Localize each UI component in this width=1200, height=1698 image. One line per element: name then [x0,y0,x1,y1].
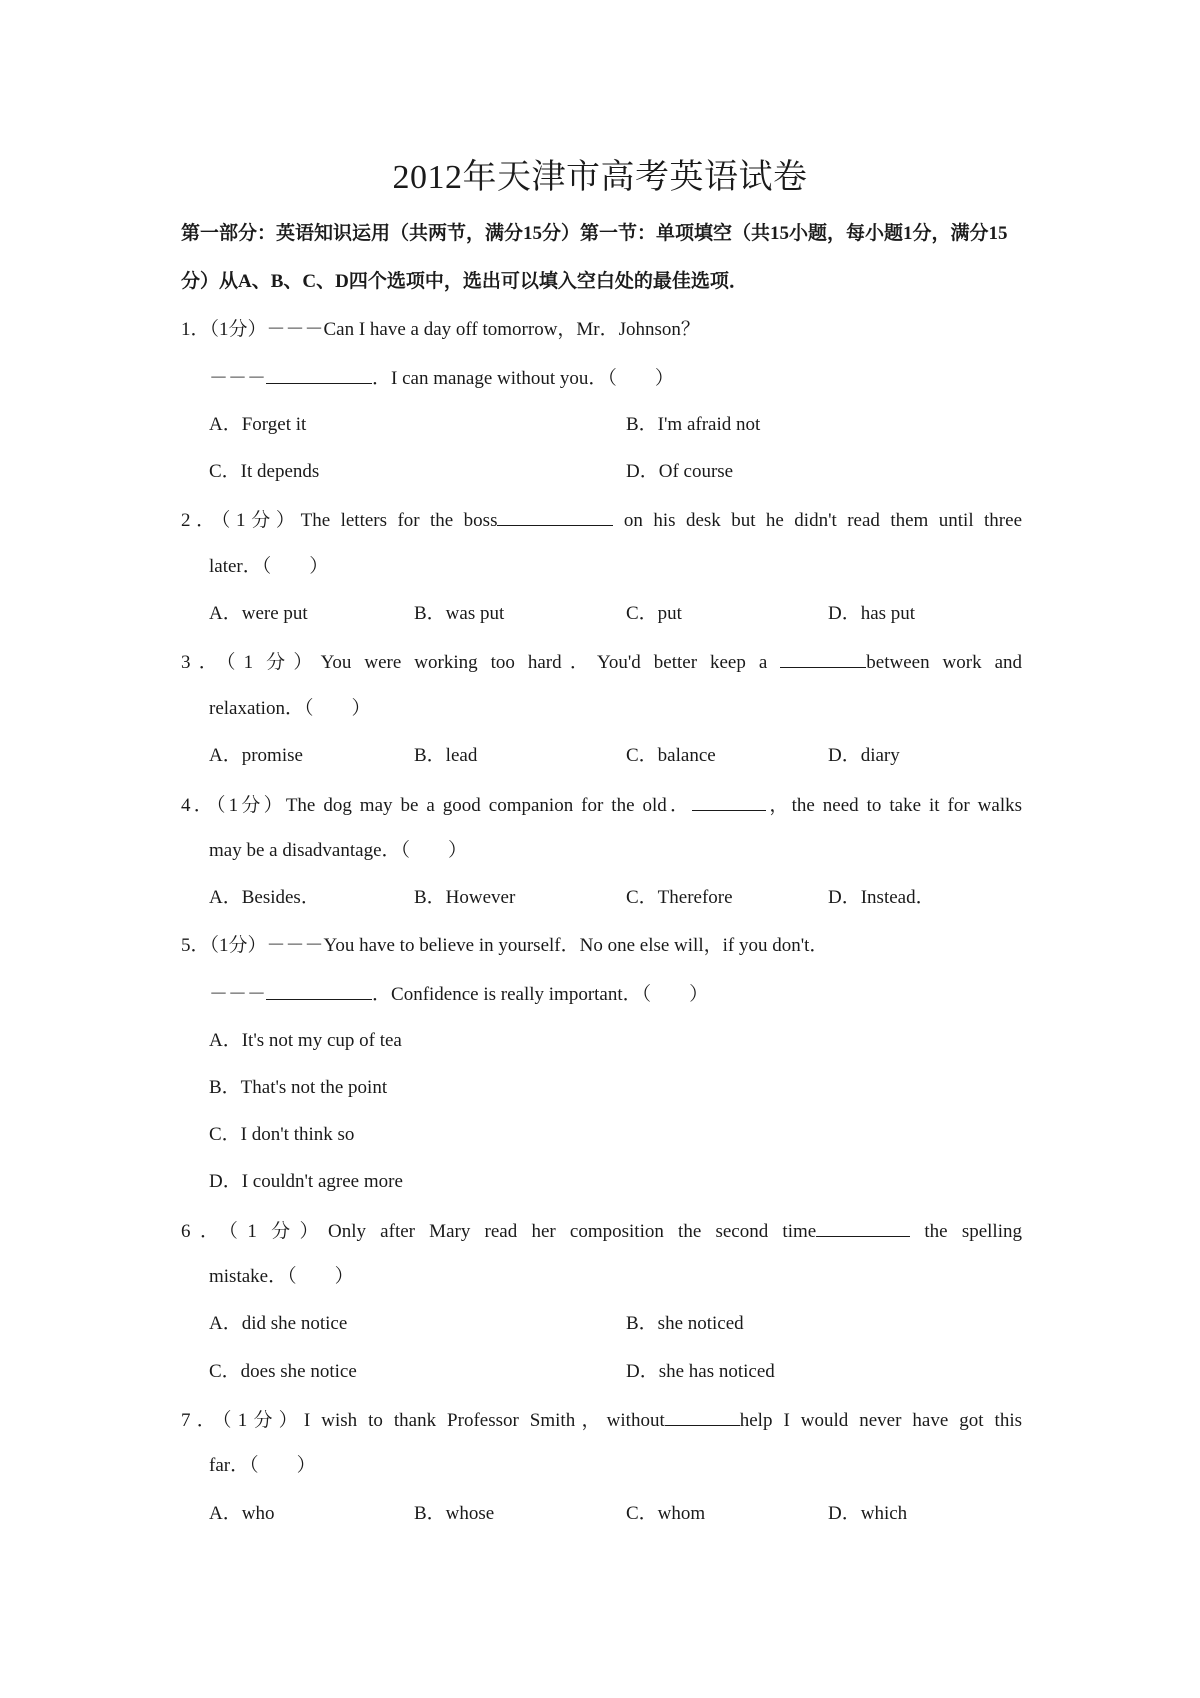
question-4-stem-head: 4．（1分）The dog may be a good companion for the old． [181,795,693,816]
option-c: C．put [626,603,682,624]
option-a: A．who [209,1503,275,1524]
question-2-stem [181,507,1022,533]
question-2-stem-tail: on his desk but he didn't read them until three [613,510,1022,531]
option-a: A．were put [209,603,308,624]
option-c: C．Therefore [626,887,733,908]
option-b: B．However [414,887,516,908]
answer-blank [266,981,372,1000]
option-c: C．I don't think so [209,1124,355,1145]
option-a: A．Forget it [209,414,307,435]
answer-blank [780,649,866,668]
answer-blank [692,792,766,811]
question-5-stem: 5．（1分）－－－You have to believe in yourself．No one else will，if you don't． [181,935,829,956]
option-a: A．Besides． [209,887,320,908]
question-4-stem-tail: ，the need to take it for walks [766,795,1022,816]
question-6-stem [181,1218,1022,1244]
question-3-stem-head: 3．（1 分）You were working too hard．You'd better keep a [181,652,781,673]
option-d: D．which [828,1503,908,1524]
question-1-stem: 1．（1分）－－－Can I have a day off tomorrow，Mr．Johnson？ [181,319,700,340]
option-d: D．has put [828,603,916,624]
answer-blank [816,1218,910,1237]
answer-blank [665,1407,740,1426]
option-b: B．That's not the point [209,1077,388,1098]
question-1-response [209,365,674,391]
option-d: D．diary [828,745,900,766]
dialog-dash: －－－ [209,368,267,389]
option-d: D．I couldn't agree more [209,1171,403,1192]
option-a: A．promise [209,745,303,766]
question-7-stem [181,1407,1022,1433]
section-intro: 第一部分：英语知识运用（共两节，满分15分）第一节：单项填空（共15小题，每小题1分，满分15分）从A、B、C、D四个选项中，选出可以填入空白处的最佳选项． [181,223,1008,292]
option-b: B．she noticed [626,1313,744,1334]
question-4-stem-continued: may be a disadvantage．（ ） [209,840,468,861]
question-2-stem-head: 2．（1分）The letters for the boss [181,510,498,531]
dialog-dash: －－－ [209,984,267,1005]
question-5-response [209,981,708,1007]
question-6-stem-tail: the spelling [910,1221,1022,1242]
option-b: B．lead [414,745,478,766]
option-d: D．she has noticed [626,1361,775,1382]
option-b: B．I'm afraid not [626,414,761,435]
answer-blank [266,365,372,384]
option-c: C．whom [626,1503,706,1524]
option-c: C．does she notice [209,1361,357,1382]
question-3-stem [181,649,1022,675]
option-d: D．Instead． [828,887,935,908]
answer-blank [497,507,613,526]
option-a: A．It's not my cup of tea [209,1030,402,1051]
option-b: B．whose [414,1503,495,1524]
question-2-stem-continued: later．（ ） [209,556,329,577]
option-d: D．Of course [626,461,734,482]
question-6-stem-head: 6．（1 分）Only after Mary read her composition the second time [181,1221,817,1242]
option-a: A．did she notice [209,1313,348,1334]
question-7-stem-tail: help I would never have got this [739,1410,1022,1431]
question-4-stem [181,792,1022,818]
page-title: 2012年天津市高考英语试卷 [392,159,808,196]
option-c: C．It depends [209,461,320,482]
question-1-response-tail: ．I can manage without you．（ ） [372,368,674,389]
question-7-stem-head: 7．（1分）I wish to thank Professor Smith，without [181,1410,665,1431]
question-7-stem-continued: far．（ ） [209,1455,316,1476]
question-6-stem-continued: mistake．（ ） [209,1266,354,1287]
question-3-stem-tail: between work and [866,652,1022,673]
question-3-stem-continued: relaxation．（ ） [209,698,371,719]
option-b: B．was put [414,603,505,624]
question-5-response-tail: ．Confidence is really important．（ ） [372,984,709,1005]
option-c: C．balance [626,745,716,766]
